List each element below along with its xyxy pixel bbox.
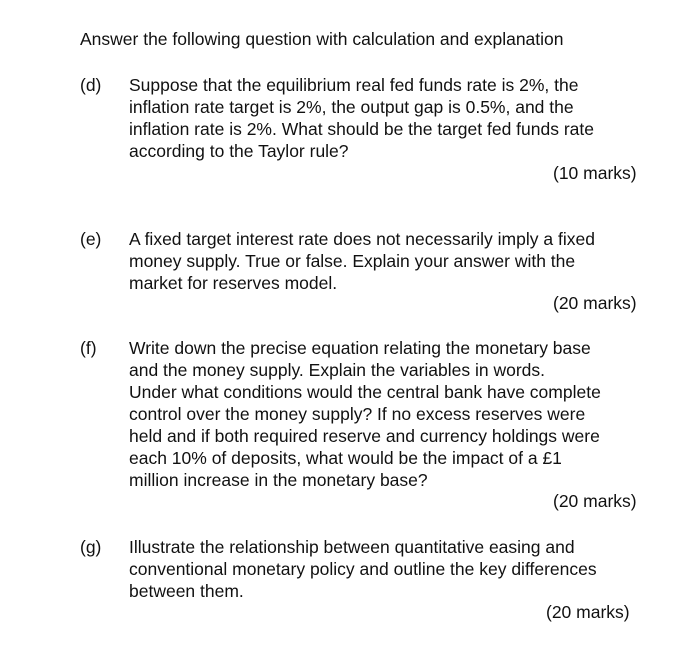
question-line: market for reserves model.	[129, 273, 338, 293]
question-line: Write down the precise equation relating the monetary base	[129, 338, 591, 358]
marks-g: (20 marks)	[546, 602, 630, 622]
question-label: (d)	[80, 75, 102, 95]
question-line: inflation rate is 2%. What should be the target fed funds rate	[129, 119, 594, 139]
question-line: inflation rate target is 2%, the output gap is 0.5%, and the	[129, 97, 574, 117]
marks-d: (10 marks)	[553, 163, 637, 183]
question-line: between them.	[129, 581, 244, 601]
question-line: conventional monetary policy and outline the key differences	[129, 559, 597, 579]
question-label: (f)	[80, 338, 97, 358]
question-text	[129, 337, 659, 491]
question-line: according to the Taylor rule?	[129, 141, 349, 161]
question-text	[129, 536, 659, 602]
marks-f: (20 marks)	[553, 491, 637, 511]
question-line: and the money supply. Explain the variables in words.	[129, 360, 546, 380]
marks-e: (20 marks)	[553, 293, 637, 313]
question-label: (e)	[80, 229, 102, 249]
question-line: each 10% of deposits, what would be the impact of a £1	[129, 448, 562, 468]
question-line: Suppose that the equilibrium real fed funds rate is 2%, the	[129, 75, 579, 95]
question-line: Illustrate the relationship between quantitative easing and	[129, 537, 575, 557]
question-label: (g)	[80, 537, 102, 557]
question-line: held and if both required reserve and currency holdings were	[129, 426, 600, 446]
instructions-heading: Answer the following question with calculation and explanation	[80, 29, 564, 49]
question-line: million increase in the monetary base?	[129, 470, 428, 490]
question-text	[129, 74, 659, 162]
question-line: money supply. True or false. Explain your answer with the	[129, 251, 576, 271]
question-text	[129, 228, 659, 294]
question-line: control over the money supply? If no excess reserves were	[129, 404, 586, 424]
question-line: Under what conditions would the central bank have complete	[129, 382, 601, 402]
question-line: A fixed target interest rate does not necessarily imply a fixed	[129, 229, 595, 249]
